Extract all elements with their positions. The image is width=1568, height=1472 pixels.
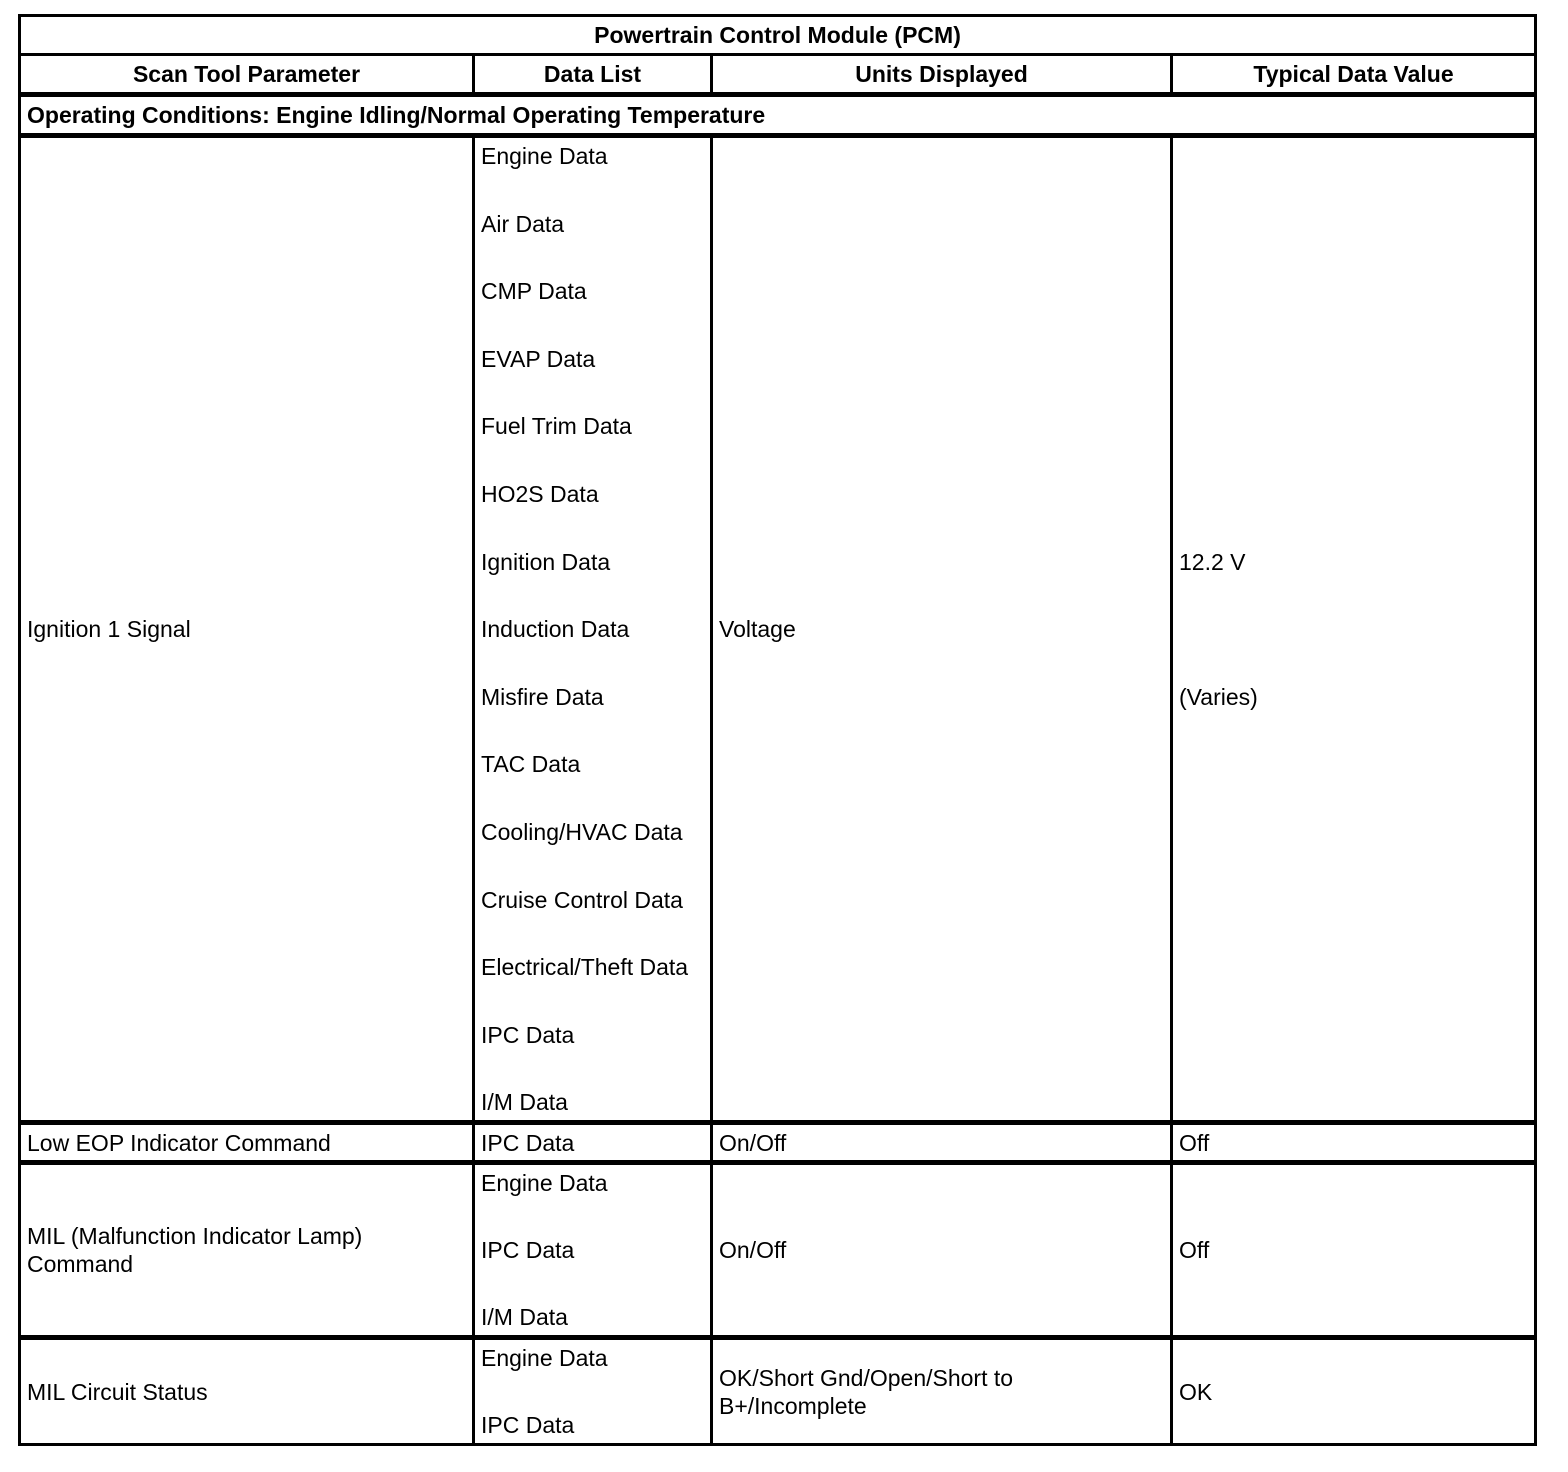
data-list-item: CMP Data [481, 278, 587, 305]
data-list-item: Ignition Data [481, 548, 611, 575]
units-cell: Voltage [712, 136, 1172, 1123]
header-data-list: Data List [474, 55, 712, 95]
parameter-cell: Low EOP Indicator Command [20, 1123, 474, 1163]
typical-value-cell: Off [1172, 1163, 1536, 1338]
parameter-cell: MIL Circuit Status [20, 1338, 474, 1445]
data-list-item: Cooling/HVAC Data [481, 818, 683, 845]
units-cell: On/Off [712, 1163, 1172, 1338]
table-row [20, 1338, 1536, 1445]
data-list-item: Electrical/Theft Data [481, 954, 689, 981]
data-list-cell [474, 1338, 712, 1445]
table-title-row [20, 16, 1536, 55]
data-list-item: EVAP Data [481, 345, 596, 372]
units-cell: On/Off [712, 1123, 1172, 1163]
document-page [18, 14, 1534, 1446]
typical-value: 12.2 V [1179, 548, 1246, 575]
data-list-cell: IPC Data [474, 1123, 712, 1163]
parameter-cell: Ignition 1 Signal [20, 136, 474, 1123]
data-list-item: HO2S Data [481, 480, 599, 507]
table-header-row [20, 55, 1536, 95]
operating-conditions-row [20, 95, 1536, 136]
table-row [20, 1123, 1536, 1163]
data-list-cell [474, 1163, 712, 1338]
data-list-item: Misfire Data [481, 683, 604, 710]
data-list-item: I/M Data [481, 1304, 568, 1331]
data-list-item: I/M Data [481, 1089, 568, 1116]
header-scan-tool-parameter: Scan Tool Parameter [20, 55, 474, 95]
table-title: Powertrain Control Module (PCM) [20, 16, 1536, 55]
units-cell: OK/Short Gnd/Open/Short to B+/Incomplete [712, 1338, 1172, 1445]
typical-value-cell: Off [1172, 1123, 1536, 1163]
table-row [20, 1163, 1536, 1338]
typical-value-cell [1172, 136, 1536, 1123]
data-list-cell [474, 136, 712, 1123]
table-row [20, 136, 1536, 1123]
data-list-item: IPC Data [481, 1021, 575, 1048]
data-list-item: Induction Data [481, 616, 630, 643]
operating-conditions: Operating Conditions: Engine Idling/Normal Operating Temperature [20, 95, 1536, 136]
data-list-item: IPC Data [481, 1412, 575, 1439]
typical-value-note: (Varies) [1179, 683, 1258, 710]
typical-value-cell: OK [1172, 1338, 1536, 1445]
data-list-item: Engine Data [481, 1345, 608, 1372]
data-list-item: Air Data [481, 210, 565, 237]
pcm-data-table [18, 14, 1537, 1446]
data-list-item: TAC Data [481, 751, 581, 778]
data-list-item: IPC Data [481, 1237, 575, 1264]
header-typical-data-value: Typical Data Value [1172, 55, 1536, 95]
data-list-item: Fuel Trim Data [481, 413, 632, 440]
data-list-item: Engine Data [481, 1170, 608, 1197]
parameter-cell: MIL (Malfunction Indicator Lamp) Command [20, 1163, 474, 1338]
header-units-displayed: Units Displayed [712, 55, 1172, 95]
data-list-item: Cruise Control Data [481, 886, 683, 913]
data-list-item: Engine Data [481, 143, 608, 169]
